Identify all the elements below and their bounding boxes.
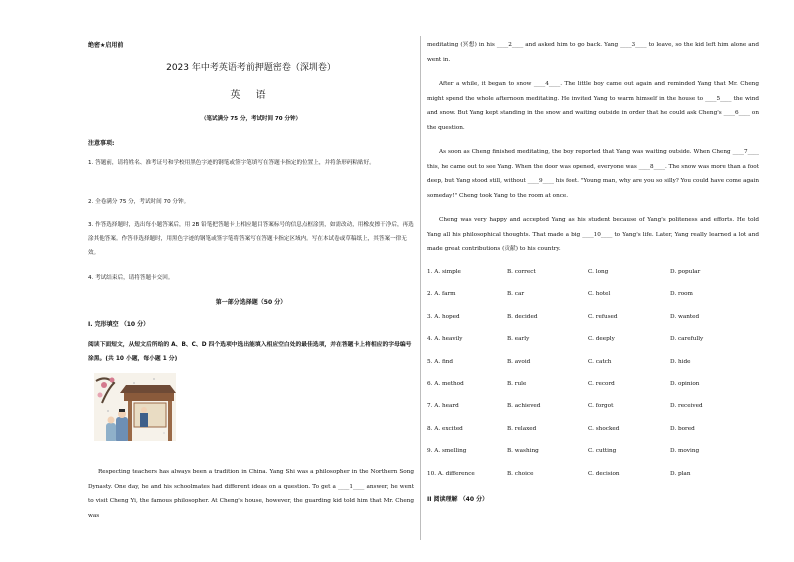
option-d[interactable]: D. moving bbox=[670, 448, 700, 455]
option-c[interactable]: C. long bbox=[588, 269, 609, 275]
option-row bbox=[427, 359, 759, 371]
notice-item: 4. 考试结束后，请将答题卡交回。 bbox=[88, 275, 174, 281]
option-d[interactable]: D. popular bbox=[670, 269, 701, 275]
passage-paragraph: Respecting teachers has always been a tradition in China. Yang Shi was a philosopher in the Northern Song Dynasty. One day, he and his schoolmates had different ideas on a question. To get a ____1____ answer, he went to visit Cheng Yi, the famous philosopher. At Cheng's house, however, the guarding kid told him that Mr. Cheng was bbox=[88, 469, 414, 519]
option-c[interactable]: C. cutting bbox=[588, 448, 617, 455]
option-row bbox=[427, 471, 759, 483]
subject-title: 英 语 bbox=[230, 90, 272, 101]
option-b[interactable]: B. relaxed bbox=[507, 425, 537, 432]
reading-section-heading: II 阅读理解 （40 分） bbox=[427, 496, 489, 503]
option-d[interactable]: D. hide bbox=[670, 358, 691, 365]
option-a[interactable]: 7. A. heard bbox=[427, 403, 459, 410]
confidential-label: 绝密★启用前 bbox=[88, 42, 124, 49]
option-b[interactable]: B. correct bbox=[507, 269, 536, 275]
option-row bbox=[427, 291, 759, 303]
part1-heading: 第一部分选择题（50 分） bbox=[215, 299, 287, 306]
option-d[interactable]: D. wanted bbox=[670, 313, 700, 320]
option-b[interactable]: B. choice bbox=[507, 470, 534, 477]
passage-paragraph: Cheng was very happy and accepted Yang as his student because of Yang's politeness and efforts. He told Yang all his philosophical thoughts. That made a big ____10____ to Yang's life. Later, Yang really learned a lot and made great contributions (贡献) to his country. bbox=[427, 217, 759, 252]
option-c[interactable]: C. hotel bbox=[588, 291, 611, 298]
option-b[interactable]: B. early bbox=[507, 336, 530, 343]
option-d[interactable]: D. bored bbox=[670, 425, 695, 432]
option-a[interactable]: 3. A. hoped bbox=[427, 313, 460, 320]
option-c[interactable]: C. decision bbox=[588, 470, 620, 477]
option-row bbox=[427, 426, 759, 438]
exam-meta: （笔试满分 75 分，考试时间 70 分钟） bbox=[201, 116, 301, 122]
option-d[interactable]: D. room bbox=[670, 291, 693, 298]
passage-paragraph: As soon as Cheng finished meditating, the boy reported that Yang was waiting outside. When Cheng ____7____ this, he came out to see Yang. When the door was opened, everyone was ____8____. The snow was more than a foot deep, but Yang stood still, without ____9____ his feet. "Young man, why are you so silly? You could have come again someday!" Cheng took Yang to the room at once. bbox=[427, 149, 759, 199]
option-d[interactable]: D. opinion bbox=[670, 381, 700, 387]
option-b[interactable]: B. avoid bbox=[507, 358, 531, 365]
option-c[interactable]: C. catch bbox=[588, 358, 612, 365]
option-a[interactable]: 10. A. difference bbox=[427, 470, 475, 477]
option-b[interactable]: B. achieved bbox=[507, 403, 541, 410]
cloze-instruction: 阅读下面短文，从短文后所给的 A、B、C、D 四个选项中选出能填入相应空白处的最佳选项，并在答题卡上将相应的字母编号涂黑。(共 10 小题，每小题 1 分) bbox=[88, 342, 412, 362]
option-row bbox=[427, 381, 759, 393]
option-b[interactable]: B. washing bbox=[507, 448, 539, 455]
option-c[interactable]: C. deeply bbox=[588, 336, 615, 343]
option-d[interactable]: D. received bbox=[670, 403, 703, 410]
option-c[interactable]: C. refused bbox=[588, 313, 618, 320]
option-a[interactable]: 6. A. method bbox=[427, 381, 464, 387]
notice-item: 3. 作答选择题时，选出每小题答案后，用 2B 铅笔把答题卡上相应题目答案标号的信息点框涂黑，如需改动，用橡皮擦干净后，再选涂其他答案。作答非选择题时，用黑色字迹的钢笔或签字笔将答案写在答题卡指定区域内。写在本试卷或草稿纸上，其答案一律无效。 bbox=[88, 222, 414, 256]
option-b[interactable]: B. decided bbox=[507, 313, 538, 320]
notice-item: 1. 答题前，请将姓名、准考证号和学校用黑色字迹的钢笔或签字笔填写在答题卡指定的位置上，并将条形码粘贴好。 bbox=[88, 160, 375, 166]
option-a[interactable]: 5. A. find bbox=[427, 358, 454, 365]
option-a[interactable]: 8. A. excited bbox=[427, 425, 463, 432]
option-d[interactable]: D. plan bbox=[670, 470, 691, 477]
option-b[interactable]: B. rule bbox=[507, 381, 527, 387]
option-row bbox=[427, 403, 759, 415]
column-divider bbox=[420, 36, 421, 540]
exam-title: 2023 年中考英语考前押题密卷（深圳卷） bbox=[166, 63, 336, 73]
option-a[interactable]: 1. A. simple bbox=[427, 269, 461, 275]
option-b[interactable]: B. car bbox=[507, 291, 525, 298]
option-d[interactable]: D. carefully bbox=[670, 336, 704, 343]
option-c[interactable]: C. forgot bbox=[588, 403, 614, 410]
passage-paragraph: After a while, it began to snow ____4____. The little boy came out again and reminded Yang that Mr. Cheng might spend the whole afternoon meditating. He invited Yang to warm himself in the house to ____5____ the wind and snow. But Yang kept standing in the snow and waiting outside in order that he could ask Cheng's ____6____ on the question. bbox=[427, 81, 759, 131]
option-row bbox=[427, 314, 759, 326]
notices-heading: 注意事项: bbox=[88, 140, 115, 147]
cloze-section-heading: I. 完形填空 （10 分） bbox=[88, 321, 150, 328]
option-a[interactable]: 2. A. farm bbox=[427, 291, 456, 298]
option-row bbox=[427, 336, 759, 348]
option-c[interactable]: C. shocked bbox=[588, 425, 620, 432]
option-row bbox=[427, 448, 759, 460]
passage-illustration bbox=[94, 373, 176, 455]
option-row bbox=[427, 269, 759, 281]
notice-item: 2. 全卷满分 75 分，考试时间 70 分钟。 bbox=[88, 199, 190, 205]
option-a[interactable]: 4. A. heavily bbox=[427, 336, 463, 343]
passage-paragraph: meditating (冥想) in his ____2____ and asked him to go back. Yang ____3____ to leave, so the kid left him alone and went in. bbox=[427, 42, 759, 63]
option-c[interactable]: C. record bbox=[588, 381, 615, 387]
option-a[interactable]: 9. A. smelling bbox=[427, 448, 467, 455]
